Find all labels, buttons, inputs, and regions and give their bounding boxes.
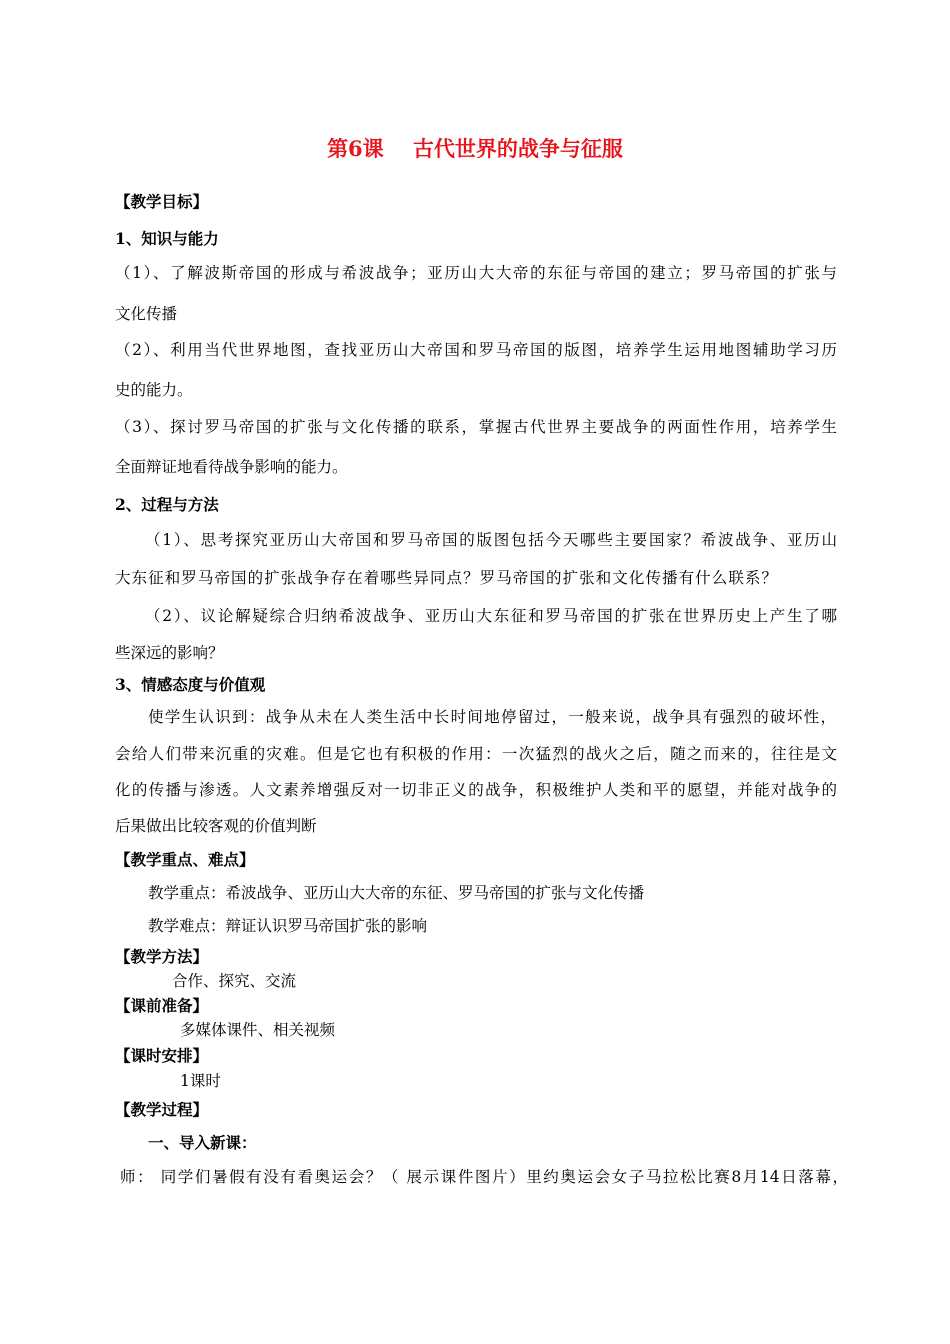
emotion-line-3: 化的传播与渗透。人文素养增强反对一切非正义的战争，积极维护人类和平的愿望，并能对战争的 bbox=[115, 781, 837, 799]
time-text: 1课时 bbox=[180, 1072, 221, 1090]
key-point-text: 教学重点：希波战争、亚历山大大帝的东征、罗马帝国的扩张与文化传播 bbox=[148, 884, 645, 902]
emotion-heading: 3、情感态度与价值观 bbox=[115, 675, 266, 694]
time-heading: 【课时安排】 bbox=[115, 1046, 209, 1065]
process-item-2-line-1: （2）、议论解疑综合归纳希波战争、亚历山大东征和罗马帝国的扩张在世界历史上产生了哪 bbox=[145, 607, 837, 625]
process-item-2-line-2: 些深远的影响？ bbox=[115, 644, 224, 662]
prep-text: 多媒体课件、相关视频 bbox=[180, 1021, 336, 1039]
teacher-line: 师： 同学们暑假有没有看奥运会？（ 展示课件图片）里约奥运会女子马拉松比赛8月14日落幕， bbox=[120, 1168, 848, 1186]
difficulty-text: 教学难点：辩证认识罗马帝国扩张的影响 bbox=[148, 917, 428, 935]
process-item-1-line-1: （1）、思考探究亚历山大帝国和罗马帝国的版图包括今天哪些主要国家？希波战争、亚历山 bbox=[145, 531, 837, 549]
knowledge-heading: 1、知识与能力 bbox=[115, 229, 219, 248]
knowledge-item-2-line-2: 史的能力。 bbox=[115, 381, 193, 399]
emotion-line-1: 使学生认识到：战争从未在人类生活中长时间地停留过，一般来说，战争具有强烈的破坏性， bbox=[148, 708, 836, 726]
teaching-process-heading: 【教学过程】 bbox=[115, 1100, 209, 1119]
process-item-1-line-2: 大东征和罗马帝国的扩张战争存在着哪些异同点？罗马帝国的扩张和文化传播有什么联系？ bbox=[115, 569, 777, 587]
emotion-line-2: 会给人们带来沉重的灾难。但是它也有积极的作用：一次猛烈的战火之后，随之而来的，往往是文 bbox=[115, 745, 837, 763]
prep-heading: 【课前准备】 bbox=[115, 996, 209, 1015]
method-heading: 【教学方法】 bbox=[115, 947, 209, 966]
knowledge-item-1-line-1: （1）、了解波斯帝国的形成与希波战争；亚历山大大帝的东征与帝国的建立；罗马帝国的扩张与 bbox=[115, 264, 837, 282]
knowledge-item-3-line-1: （3）、探讨罗马帝国的扩张与文化传播的联系，掌握古代世界主要战争的两面性作用，培养学生 bbox=[115, 418, 837, 436]
key-points-heading: 【教学重点、难点】 bbox=[115, 850, 255, 869]
intro-heading: 一、导入新课： bbox=[148, 1133, 257, 1152]
knowledge-item-2-line-1: （2）、利用当代世界地图，查找亚历山大帝国和罗马帝国的版图，培养学生运用地图辅助学习历 bbox=[115, 341, 837, 359]
page-title: 第6课 古代世界的战争与征服 bbox=[327, 136, 623, 161]
knowledge-item-3-line-2: 全面辩证地看待战争影响的能力。 bbox=[115, 458, 348, 476]
knowledge-item-1-line-2: 文化传播 bbox=[115, 305, 178, 323]
process-heading: 2、过程与方法 bbox=[115, 495, 219, 514]
objectives-heading: 【教学目标】 bbox=[115, 192, 209, 211]
emotion-line-4: 后果做出比较客观的价值判断 bbox=[115, 817, 317, 835]
method-text: 合作、探究、交流 bbox=[172, 972, 297, 990]
